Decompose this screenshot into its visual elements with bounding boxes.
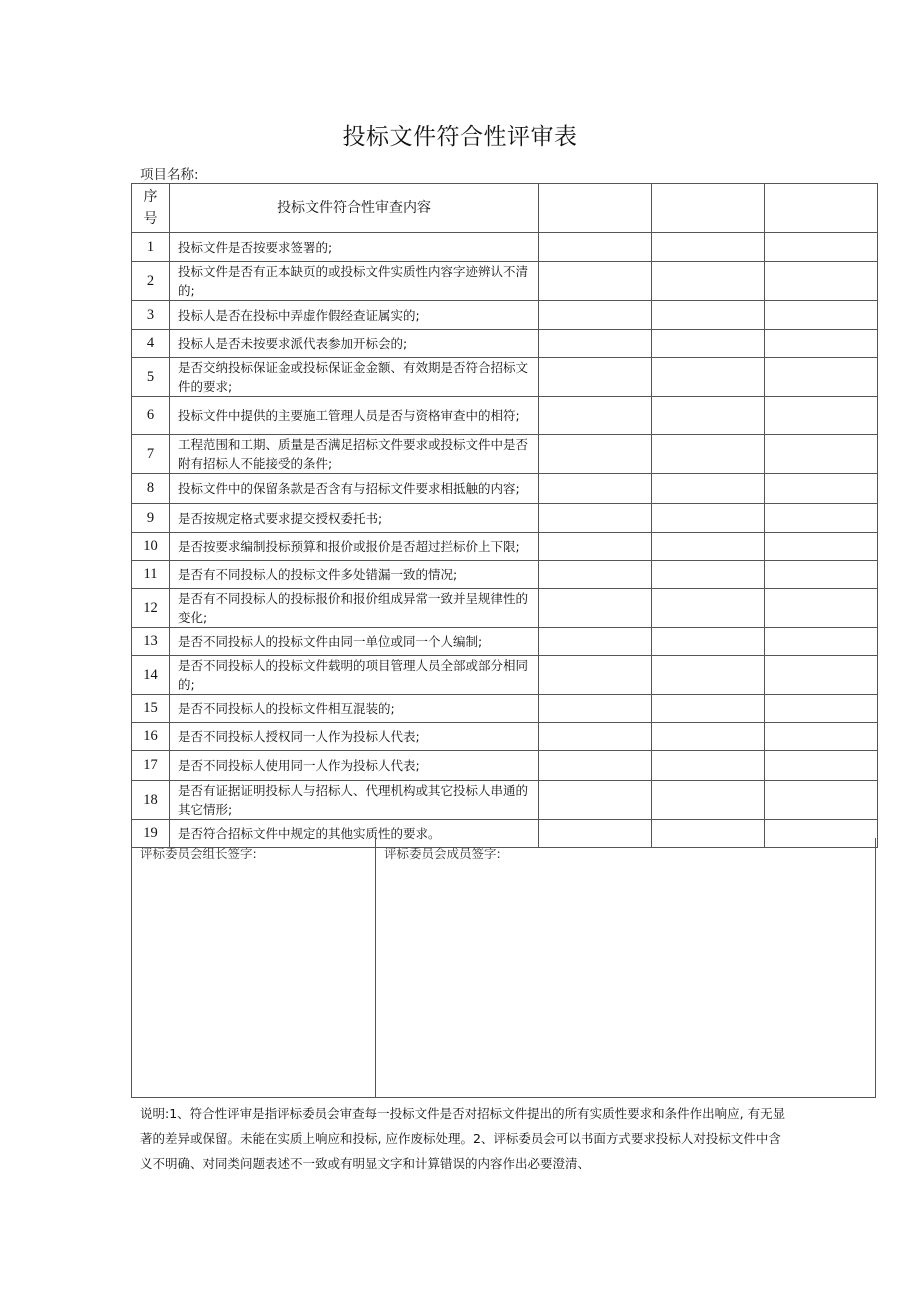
table-row — [132, 656, 878, 695]
evaluation-cell[interactable] — [765, 695, 878, 723]
evaluation-cell[interactable] — [765, 330, 878, 358]
evaluation-cell[interactable] — [539, 751, 652, 781]
evaluation-cell[interactable] — [539, 504, 652, 533]
row-number: 3 — [132, 301, 170, 330]
row-number: 9 — [132, 504, 170, 533]
row-criterion: 是否有证据证明投标人与招标人、代理机构或其它投标人串通的其它情形; — [170, 781, 539, 820]
table-row — [132, 301, 878, 330]
evaluation-cell[interactable] — [539, 589, 652, 628]
explanation-note: 说明:1、符合性评审是指评标委员会审查每一投标文件是否对招标文件提出的所有实质性要求和条件作出响应, 有无显著的差异或保留。未能在实质上响应和投标, 应作废标处理。2、评标委员会可以书面方式要求投标人对投标文件中含义不明确、对同类问题表述不一致或有明显文字和计算错误的内容作出必要澄清、 — [140, 1106, 786, 1171]
evaluation-cell[interactable] — [539, 628, 652, 656]
evaluation-cell[interactable] — [652, 628, 765, 656]
evaluation-cell[interactable] — [652, 561, 765, 589]
table-row — [132, 233, 878, 262]
members-signature-label: 评标委员会成员签字: — [384, 846, 501, 861]
evaluation-cell[interactable] — [539, 301, 652, 330]
table-row — [132, 751, 878, 781]
table-row — [132, 781, 878, 820]
evaluation-cell[interactable] — [539, 233, 652, 262]
row-number: 2 — [132, 262, 170, 301]
evaluation-cell[interactable] — [765, 474, 878, 504]
row-number: 5 — [132, 358, 170, 397]
members-signature-field[interactable] — [376, 838, 875, 1097]
row-criterion: 是否符合招标文件中规定的其他实质性的要求。 — [170, 820, 539, 848]
signature-section — [131, 838, 876, 1098]
evaluation-cell[interactable] — [765, 358, 878, 397]
evaluation-cell[interactable] — [652, 781, 765, 820]
row-criterion: 是否按规定格式要求提交授权委托书; — [170, 504, 539, 533]
row-criterion: 是否不同投标人的投标文件相互混装的; — [170, 695, 539, 723]
row-number: 8 — [132, 474, 170, 504]
evaluation-cell[interactable] — [765, 301, 878, 330]
table-row — [132, 695, 878, 723]
evaluation-cell[interactable] — [765, 723, 878, 751]
table-row — [132, 474, 878, 504]
evaluation-cell[interactable] — [652, 435, 765, 474]
evaluation-cell[interactable] — [652, 589, 765, 628]
evaluation-cell[interactable] — [539, 656, 652, 695]
evaluation-cell[interactable] — [539, 262, 652, 301]
row-number: 12 — [132, 589, 170, 628]
evaluation-cell[interactable] — [765, 561, 878, 589]
row-number: 19 — [132, 820, 170, 848]
project-name-label: 项目名称: — [140, 167, 199, 183]
row-criterion: 投标文件是否有正本缺页的或投标文件实质性内容字迹辨认不清的; — [170, 262, 539, 301]
row-criterion: 是否不同投标人授权同一人作为投标人代表; — [170, 723, 539, 751]
row-criterion: 投标人是否未按要求派代表参加开标会的; — [170, 330, 539, 358]
header-blank-column — [652, 184, 765, 233]
page-title: 投标文件符合性评审表 — [342, 124, 578, 150]
table-row — [132, 358, 878, 397]
evaluation-cell[interactable] — [539, 474, 652, 504]
table-row — [132, 262, 878, 301]
evaluation-cell[interactable] — [765, 628, 878, 656]
row-number: 7 — [132, 435, 170, 474]
table-header-row — [132, 184, 878, 233]
row-criterion: 是否交纳投标保证金或投标保证金金额、有效期是否符合招标文件的要求; — [170, 358, 539, 397]
evaluation-cell[interactable] — [539, 561, 652, 589]
row-criterion: 投标人是否在投标中弄虚作假经查证属实的; — [170, 301, 539, 330]
leader-signature-field[interactable] — [132, 838, 376, 1097]
row-criterion: 工程范围和工期、质量是否满足招标文件要求或投标文件中是否附有招标人不能接受的条件; — [170, 435, 539, 474]
evaluation-cell[interactable] — [539, 533, 652, 561]
table-row — [132, 397, 878, 435]
row-number: 15 — [132, 695, 170, 723]
evaluation-cell[interactable] — [765, 262, 878, 301]
evaluation-cell[interactable] — [539, 330, 652, 358]
evaluation-cell[interactable] — [539, 781, 652, 820]
row-number: 13 — [132, 628, 170, 656]
evaluation-cell[interactable] — [652, 330, 765, 358]
evaluation-cell[interactable] — [539, 695, 652, 723]
evaluation-cell[interactable] — [652, 723, 765, 751]
evaluation-cell[interactable] — [765, 504, 878, 533]
evaluation-cell[interactable] — [652, 695, 765, 723]
evaluation-cell[interactable] — [652, 301, 765, 330]
evaluation-cell[interactable] — [765, 656, 878, 695]
row-criterion: 是否按要求编制投标预算和报价或报价是否超过拦标价上下限; — [170, 533, 539, 561]
row-criterion: 投标文件中提供的主要施工管理人员是否与资格审查中的相符; — [170, 397, 539, 435]
header-blank-column — [765, 184, 878, 233]
row-number: 14 — [132, 656, 170, 695]
row-criterion: 是否不同投标人的投标文件载明的项目管理人员全部或部分相同的; — [170, 656, 539, 695]
table-row — [132, 330, 878, 358]
row-number: 4 — [132, 330, 170, 358]
evaluation-cell[interactable] — [652, 474, 765, 504]
row-criterion: 是否有不同投标人的投标报价和报价组成异常一致并呈规律性的变化; — [170, 589, 539, 628]
header-content: 投标文件符合性审查内容 — [170, 184, 539, 233]
evaluation-cell[interactable] — [765, 589, 878, 628]
row-number: 1 — [132, 233, 170, 262]
table-row — [132, 628, 878, 656]
evaluation-cell[interactable] — [652, 504, 765, 533]
evaluation-cell[interactable] — [652, 533, 765, 561]
evaluation-cell[interactable] — [765, 751, 878, 781]
row-number: 16 — [132, 723, 170, 751]
evaluation-cell[interactable] — [652, 358, 765, 397]
evaluation-cell[interactable] — [539, 435, 652, 474]
row-criterion: 是否有不同投标人的投标文件多处错漏一致的情况; — [170, 561, 539, 589]
table-row — [132, 561, 878, 589]
header-num: 序 号 — [132, 184, 170, 233]
row-number: 6 — [132, 397, 170, 435]
table-row — [132, 589, 878, 628]
evaluation-cell[interactable] — [539, 358, 652, 397]
table-row — [132, 533, 878, 561]
evaluation-cell[interactable] — [765, 781, 878, 820]
header-blank-column — [539, 184, 652, 233]
table-row — [132, 435, 878, 474]
row-number: 10 — [132, 533, 170, 561]
evaluation-cell[interactable] — [652, 262, 765, 301]
row-criterion: 投标文件中的保留条款是否含有与招标文件要求相抵触的内容; — [170, 474, 539, 504]
leader-signature-label: 评标委员会组长签字: — [140, 846, 257, 861]
row-number: 11 — [132, 561, 170, 589]
evaluation-cell[interactable] — [765, 435, 878, 474]
evaluation-cell[interactable] — [765, 397, 878, 435]
table-row — [132, 723, 878, 751]
review-table — [131, 183, 878, 848]
evaluation-cell[interactable] — [652, 751, 765, 781]
table-row — [132, 504, 878, 533]
evaluation-cell[interactable] — [652, 397, 765, 435]
evaluation-cell[interactable] — [539, 723, 652, 751]
row-criterion: 投标文件是否按要求签署的; — [170, 233, 539, 262]
row-criterion: 是否不同投标人使用同一人作为投标人代表; — [170, 751, 539, 781]
row-criterion: 是否不同投标人的投标文件由同一单位或同一个人编制; — [170, 628, 539, 656]
evaluation-cell[interactable] — [652, 656, 765, 695]
row-number: 17 — [132, 751, 170, 781]
evaluation-cell[interactable] — [765, 533, 878, 561]
row-number: 18 — [132, 781, 170, 820]
evaluation-cell[interactable] — [539, 397, 652, 435]
evaluation-cell[interactable] — [652, 233, 765, 262]
evaluation-cell[interactable] — [765, 233, 878, 262]
